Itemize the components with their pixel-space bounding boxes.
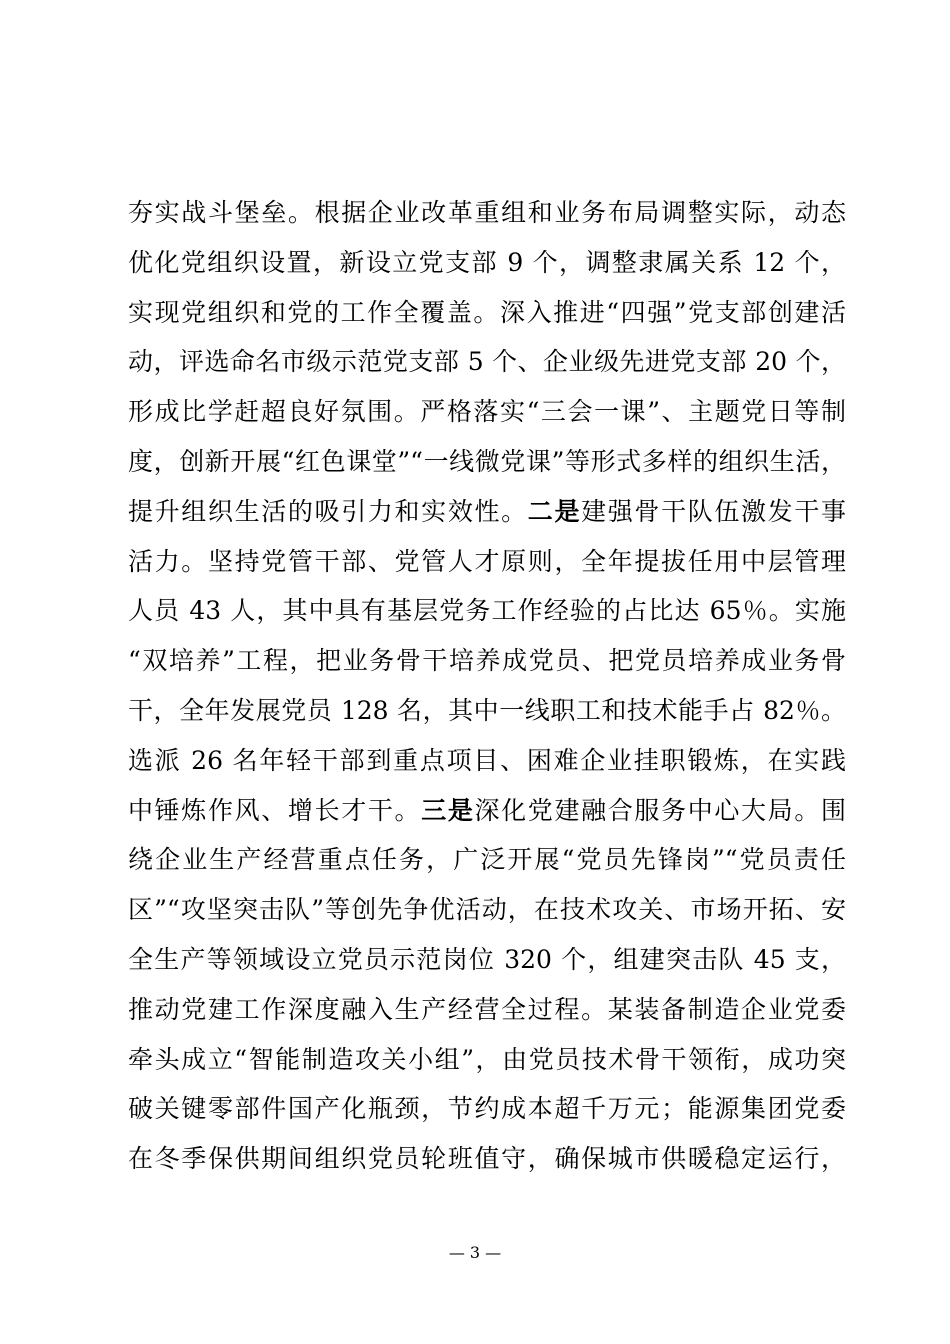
page-number: — 3 —: [448, 1243, 502, 1262]
text-segment: 度，创新开展“红色课堂”“一线微党课”等形式多样的组织生活，: [128, 446, 846, 476]
text-line: [128, 537, 846, 587]
text-segment: 全生产等领域设立党员示范岗位 320 个，组建突击队 45 支，: [128, 944, 846, 974]
text-line: [128, 985, 846, 1035]
text-segment: 建强骨干队伍激发干事: [581, 496, 846, 526]
text-line: [128, 935, 846, 985]
body-text: [128, 188, 846, 1184]
text-segment: 牵头成立“智能制造攻关小组”，由党员技术骨干领衔，成功突: [128, 1044, 846, 1074]
text-segment: 破关键零部件国产化瓶颈，节约成本超千万元；能源集团党委: [128, 1094, 846, 1124]
text-line: [128, 835, 846, 885]
text-segment: 选派 26 名年轻干部到重点项目、困难企业挂职锻炼，在实践: [128, 745, 846, 775]
text-segment: 在冬季保供期间组织党员轮班值守，确保城市供暖稳定运行，: [128, 1144, 846, 1174]
text-segment: 活力。坚持党管干部、党管人才原则，全年提拔任用中层管理: [128, 546, 846, 576]
text-segment: 深化党建融合服务中心大局。围: [474, 795, 846, 825]
text-segment: 区”“攻坚突击队”等创先争优活动，在技术攻关、市场开拓、安: [128, 895, 846, 925]
text-segment: 干，全年发展党员 128 名，其中一线职工和技术能手占 82％。: [128, 695, 846, 725]
text-segment: 夯实战斗堡垒。根据企业改革重组和业务布局调整实际，动态: [128, 198, 846, 227]
text-line: [128, 387, 846, 437]
text-line: [128, 1035, 846, 1085]
text-line: [128, 885, 846, 935]
text-segment: 动，评选命名市级示范党支部 5 个、企业级先进党支部 20 个，: [128, 347, 846, 377]
text-segment: 实现党组织和党的工作全覆盖。深入推进“四强”党支部创建活: [128, 297, 846, 327]
text-segment: 推动党建工作深度融入生产经营全过程。某装备制造企业党委: [128, 994, 846, 1024]
text-segment: 优化党组织设置，新设立党支部 9 个，调整隶属关系 12 个，: [128, 247, 846, 277]
text-segment: 形成比学赶超良好氛围。严格落实“三会一课”、主题党日等制: [128, 397, 846, 427]
text-line: [128, 586, 846, 636]
text-segment: 提升组织生活的吸引力和实效性。: [128, 496, 528, 526]
text-line: [128, 337, 846, 387]
text-line: [128, 736, 846, 786]
text-line: [128, 188, 846, 238]
text-line: [128, 786, 846, 836]
bold-heading-text: 三是: [421, 795, 475, 825]
text-line: [128, 288, 846, 338]
text-segment: 绕企业生产经营重点任务，广泛开展“党员先锋岗”“党员责任: [128, 845, 846, 875]
text-line: [128, 1134, 846, 1184]
text-line: [128, 636, 846, 686]
text-segment: “双培养”工程，把业务骨干培养成党员、把党员培养成业务骨: [128, 646, 846, 676]
text-line: [128, 1084, 846, 1134]
bold-heading-text: 二是: [527, 496, 582, 526]
text-line: [128, 686, 846, 736]
text-line: [128, 238, 846, 288]
text-segment: 中锤炼作风、增长才干。: [128, 795, 422, 825]
text-segment: 人员 43 人，其中具有基层党务工作经验的占比达 65％。实施: [128, 596, 846, 626]
text-line: [128, 487, 846, 537]
text-line: [128, 437, 846, 487]
